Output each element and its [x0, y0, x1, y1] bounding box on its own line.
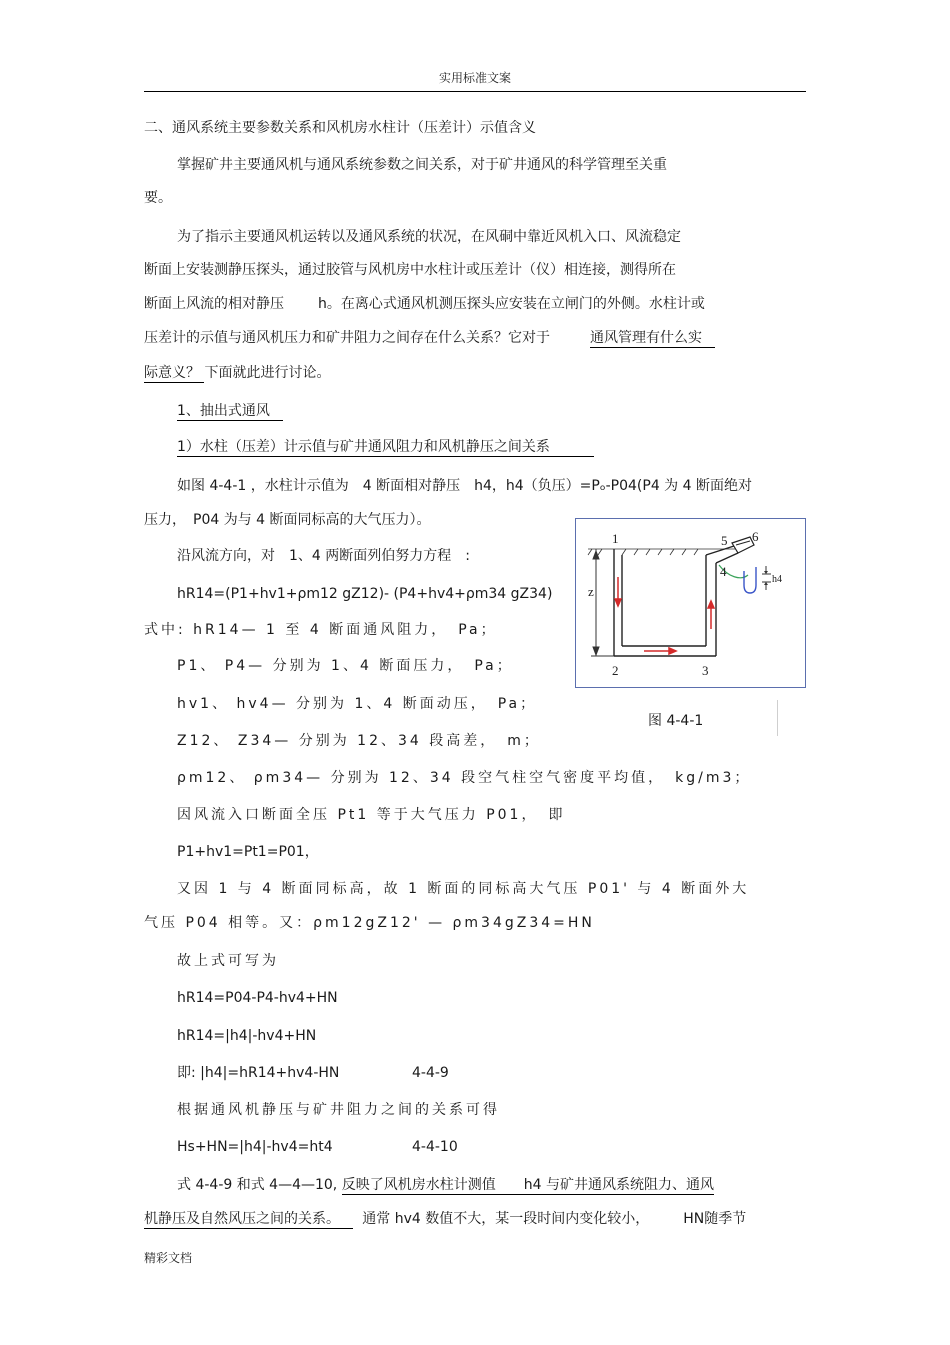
- label-section-1: 1: [612, 531, 619, 546]
- paragraph-9-line-1a: 式 4-4-9 和式 4—4—10,: [177, 1177, 338, 1193]
- paragraph-6-line-2: 气压 P04 相等。又：ρm12gZ12' — ρm34gZ34=HN: [144, 915, 595, 931]
- paragraph-1-line-2: 要。: [144, 190, 172, 206]
- header-divider: [144, 91, 806, 92]
- definition-hv: hv1、 hv4— 分别为 1、4 断面动压， Pa；: [177, 696, 538, 712]
- subsection-1-title-text: 1、抽出式通风: [177, 403, 270, 419]
- underlined-question-end: 际意义？: [144, 365, 200, 381]
- label-item-6: 6: [752, 529, 759, 544]
- paragraph-3-line-2: 压力， P04 为与 4 断面同标高的大气压力）。: [144, 512, 431, 528]
- definition-rho: ρm12、 ρm34— 分别为 12、34 段空气柱空气密度平均值， kg/m3；: [177, 770, 752, 786]
- subsection-1-1-title: [177, 437, 594, 457]
- paragraph-9-line-2b: 通常 hv4 数值不大，某一段时间内变化较小，: [362, 1211, 650, 1227]
- paragraph-4-line-1: 沿风流方向，对 1、4 两断面列伯努力方程 :: [177, 548, 470, 564]
- paragraph-9-line-2c: HN随季节: [683, 1211, 747, 1227]
- label-fan-5: 5: [721, 533, 728, 548]
- page-footer: 精彩文档: [144, 1251, 193, 1265]
- label-height-z: z: [588, 584, 594, 599]
- paragraph-6-line-1: 又因 1 与 4 断面同标高，故 1 断面的同标高大气压 P01' 与 4 断面外大: [177, 881, 750, 897]
- label-h4: h4: [772, 574, 782, 585]
- subsection-1-title: [177, 401, 283, 421]
- equation-4-number: 4-4-9: [412, 1065, 449, 1081]
- paragraph-1-line-1: 掌握矿井主要通风机与通风系统参数之间关系，对于矿井通风的科学管理至关重: [177, 157, 667, 173]
- figure-side-rule: [777, 700, 778, 736]
- paragraph-2-line-2: 断面上安装测静压探头，通过胶管与风机房中水柱计或压差计（仪）相连接，测得所在: [144, 262, 676, 278]
- underlined-conclusion-end: 机静压及自然风压之间的关系。: [144, 1211, 340, 1227]
- equation-3: hR14=|h4|-hv4+HN: [177, 1028, 317, 1044]
- equation-5: Hs+HN=|h4|-hv4=ht4: [177, 1139, 333, 1155]
- definition-p: P1、 P4— 分别为 1、4 断面压力， Pa；: [177, 658, 514, 674]
- label-section-3: 3: [702, 663, 709, 678]
- height-dimension: [591, 549, 614, 656]
- equation-bernoulli: hR14=(P1+hv1+ρm12 gZ12)- (P4+hv4+ρm34 gZ34): [177, 586, 553, 602]
- paragraph-7-line-1: 故上式可写为: [177, 953, 279, 969]
- paragraph-9-line-1: [177, 1175, 714, 1195]
- label-section-2: 2: [612, 663, 619, 678]
- figure-caption: 图 4-4-1: [648, 713, 704, 729]
- equation-4: 即: |h4|=hR14+hv4-HN: [177, 1065, 340, 1081]
- paragraph-3-line-1: 如图 4-4-1 ，水柱计示值为 4 断面相对静压 h4，h4（负压）=Pₒ-P04(P4 为 4 断面绝对: [177, 478, 752, 494]
- figure-4-4-1: [575, 518, 806, 688]
- airway: [614, 546, 738, 656]
- paragraph-2-line-5: [144, 363, 330, 383]
- paragraph-2-line-4: [144, 328, 715, 348]
- paragraph-5-line-1: 因风流入口断面全压 Pt1 等于大气压力 P01， 即: [177, 807, 566, 823]
- section-heading: 二、通风系统主要参数关系和风机房水柱计（压差计）示值含义: [144, 120, 536, 136]
- paragraph-2-line-1: 为了指示主要通风机运转以及通风系统的状况，在风硐中靠近风机入口、风流稳定: [177, 229, 681, 245]
- paragraph-2-line-4a: 压差计的示值与通风机压力和矿井阻力之间存在什么关系？它对于: [144, 330, 550, 346]
- paragraph-9-line-2: [144, 1209, 746, 1229]
- label-section-4: 4: [720, 564, 727, 579]
- ventilation-diagram: [576, 519, 805, 687]
- underlined-question: 通风管理有什么实: [590, 330, 702, 346]
- definition-hr14: 式中: hR14— 1 至 4 断面通风阻力， Pa；: [144, 622, 498, 638]
- paragraph-2-line-5b: 下面就此进行讨论。: [204, 365, 331, 381]
- subsection-1-1-title-text: 1）水柱（压差）计示值与矿井通风阻力和风机静压之间关系: [177, 439, 550, 455]
- equation-2: hR14=P04-P4-hv4+HN: [177, 990, 338, 1006]
- equation-5-number: 4-4-10: [412, 1139, 458, 1155]
- u-tube-manometer: [744, 566, 771, 593]
- definition-z: Z12、 Z34— 分别为 12、34 段高差， m；: [177, 733, 541, 749]
- paragraph-2-line-3: [144, 294, 705, 314]
- underlined-conclusion: 反映了风机房水柱计测值 h4 与矿井通风系统阻力、通风: [341, 1177, 714, 1193]
- paragraph-2-line-3a: 断面上风流的相对静压: [144, 296, 284, 312]
- paragraph-8-line-1: 根据通风机静压与矿井阻力之间的关系可得: [177, 1102, 500, 1118]
- page-header: 实用标准文案: [438, 71, 511, 85]
- equation-inlet: P1+hv1=Pt1=P01，: [177, 844, 319, 860]
- paragraph-2-line-3b: h。在离心式通风机测压探头应安装在立闸门的外侧。水柱计或: [318, 296, 705, 312]
- fan-icon: [732, 537, 754, 553]
- airflow-arrows: [615, 577, 714, 654]
